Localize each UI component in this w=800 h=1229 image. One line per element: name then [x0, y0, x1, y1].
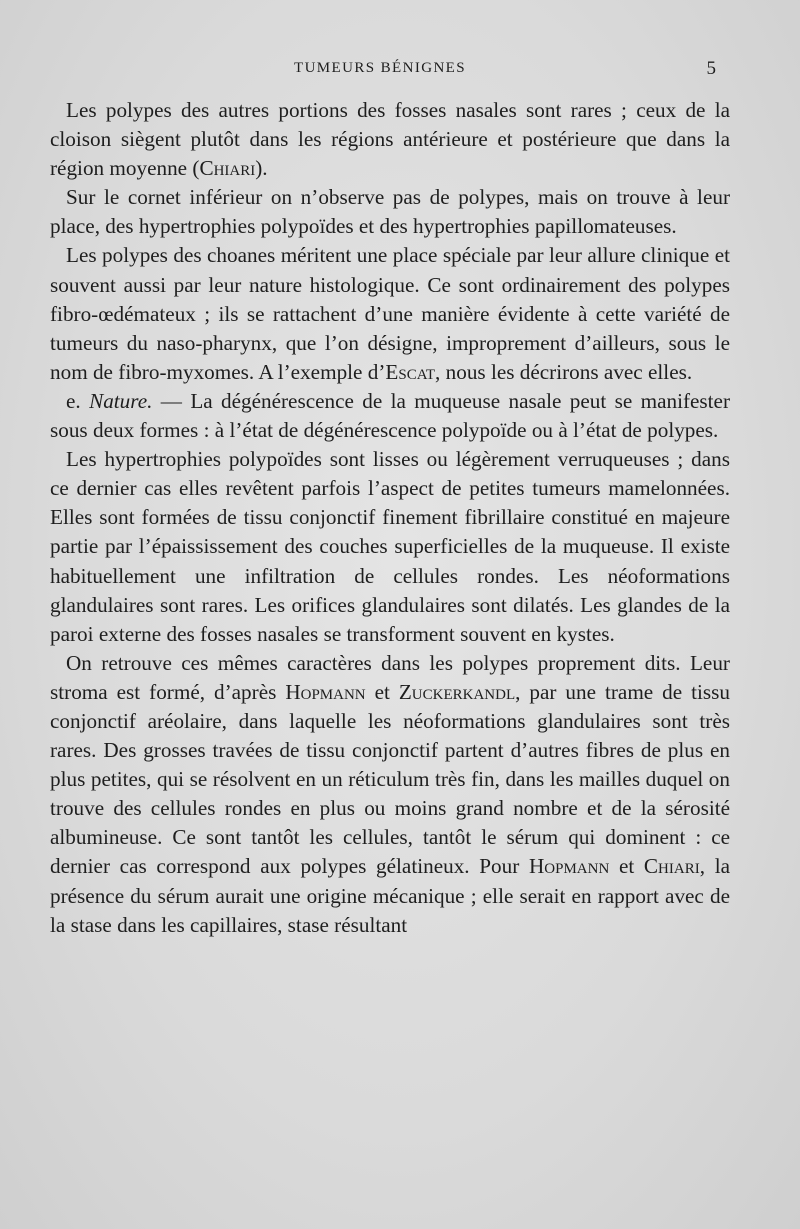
- page-number: 5: [706, 58, 716, 79]
- author-name: Escat: [385, 359, 436, 384]
- author-name: Hopmann: [285, 679, 366, 704]
- paragraph-text: , par une trame de tissu conjonctif aréolaire, dans laquelle les néoformations glandulaires sont très rares. Des grosses travées de tissu conjonctif partent d’autres fibres de plus en plus petites, qui se résolvent en un réticulum très fin, dans les mailles duquel on trouve des cellules rondes en plus ou moins grand nombre et de la sérosité albumineuse. Ce sont tantôt les cellules, tantôt le sérum qui dominent : ce dernier cas correspond aux polypes gélatineux. Pour: [50, 679, 730, 879]
- paragraph-3: [50, 241, 730, 386]
- paragraph-text: Les polypes des autres portions des fosses nasales sont rares ; ceux de la cloison siègent plutôt dans les régions antérieure et postérieure que dans la région moyenne (: [50, 98, 730, 181]
- paragraph-text: , nous les décrirons avec elles.: [435, 359, 693, 384]
- paragraph-text: Sur le cornet inférieur on n’observe pas de polypes, mais on trouve à leur place, des hypertrophies polypoïdes et des hypertrophies papillomateuses.: [50, 185, 730, 239]
- author-name: Chiari: [643, 854, 700, 879]
- paragraph-text: ).: [255, 156, 268, 181]
- paragraph-text: Les hypertrophies polypoïdes sont lisses ou légèrement verruqueuses ; dans ce dernier cas elles revêtent parfois l’aspect de petites tumeurs mamelonnées. Elles sont formées de tissu conjonctif finement fibrillaire constitué en majeure partie par l’épaississement des couches superficielles de la muqueuse. Il existe habituellement une infiltration de cellules rondes. Les néoformations glandulaires sont rares. Les orifices glandulaires sont dilatés. Les glandes de la paroi externe des fosses nasales se transforment souvent en kystes.: [50, 447, 730, 646]
- running-title: TUMEURS BÉNIGNES: [294, 60, 466, 76]
- paragraph-4: [50, 387, 730, 445]
- paragraph-text: On retrouve ces mêmes caractères dans les polypes proprement dits. Leur stroma est formé, d’après: [50, 650, 730, 704]
- paragraph-text: et: [365, 679, 399, 704]
- body-text: [50, 96, 730, 940]
- paragraph-6: [50, 649, 730, 940]
- paragraph-text: Les polypes des choanes méritent une place spéciale par leur allure clinique et souvent aussi par leur nature histologique. Ce sont ordinairement des polypes fibro-œdémateux ; ils se rattachent d’une manière évidente à cette variété de tumeurs du naso-pharynx, que l’on désigne, improprement d’ailleurs, sous le nom de fibro-myxomes. A l’exemple d’: [50, 243, 730, 384]
- author-name: Chiari: [199, 156, 256, 181]
- paragraph-1: [50, 96, 730, 183]
- paragraph-text: — La dégénérescence de la muqueuse nasale peut se manifester sous deux formes : à l’état de dégénérescence polypoïde ou à l’état de polypes.: [50, 388, 731, 443]
- paragraph-text: , la présence du sérum aurait une origine mécanique ; elle serait en rapport avec de la stase dans les capillaires, stase résultant: [50, 854, 730, 937]
- paragraph-text: et: [609, 854, 644, 879]
- author-name: Hopmann: [528, 854, 610, 879]
- author-name: Zuckerkandl: [398, 679, 516, 704]
- paragraph-2: [50, 183, 730, 241]
- section-title: Nature.: [89, 388, 153, 413]
- section-label: e.: [66, 388, 81, 413]
- paragraph-5: [50, 445, 730, 649]
- running-head: [0, 58, 800, 82]
